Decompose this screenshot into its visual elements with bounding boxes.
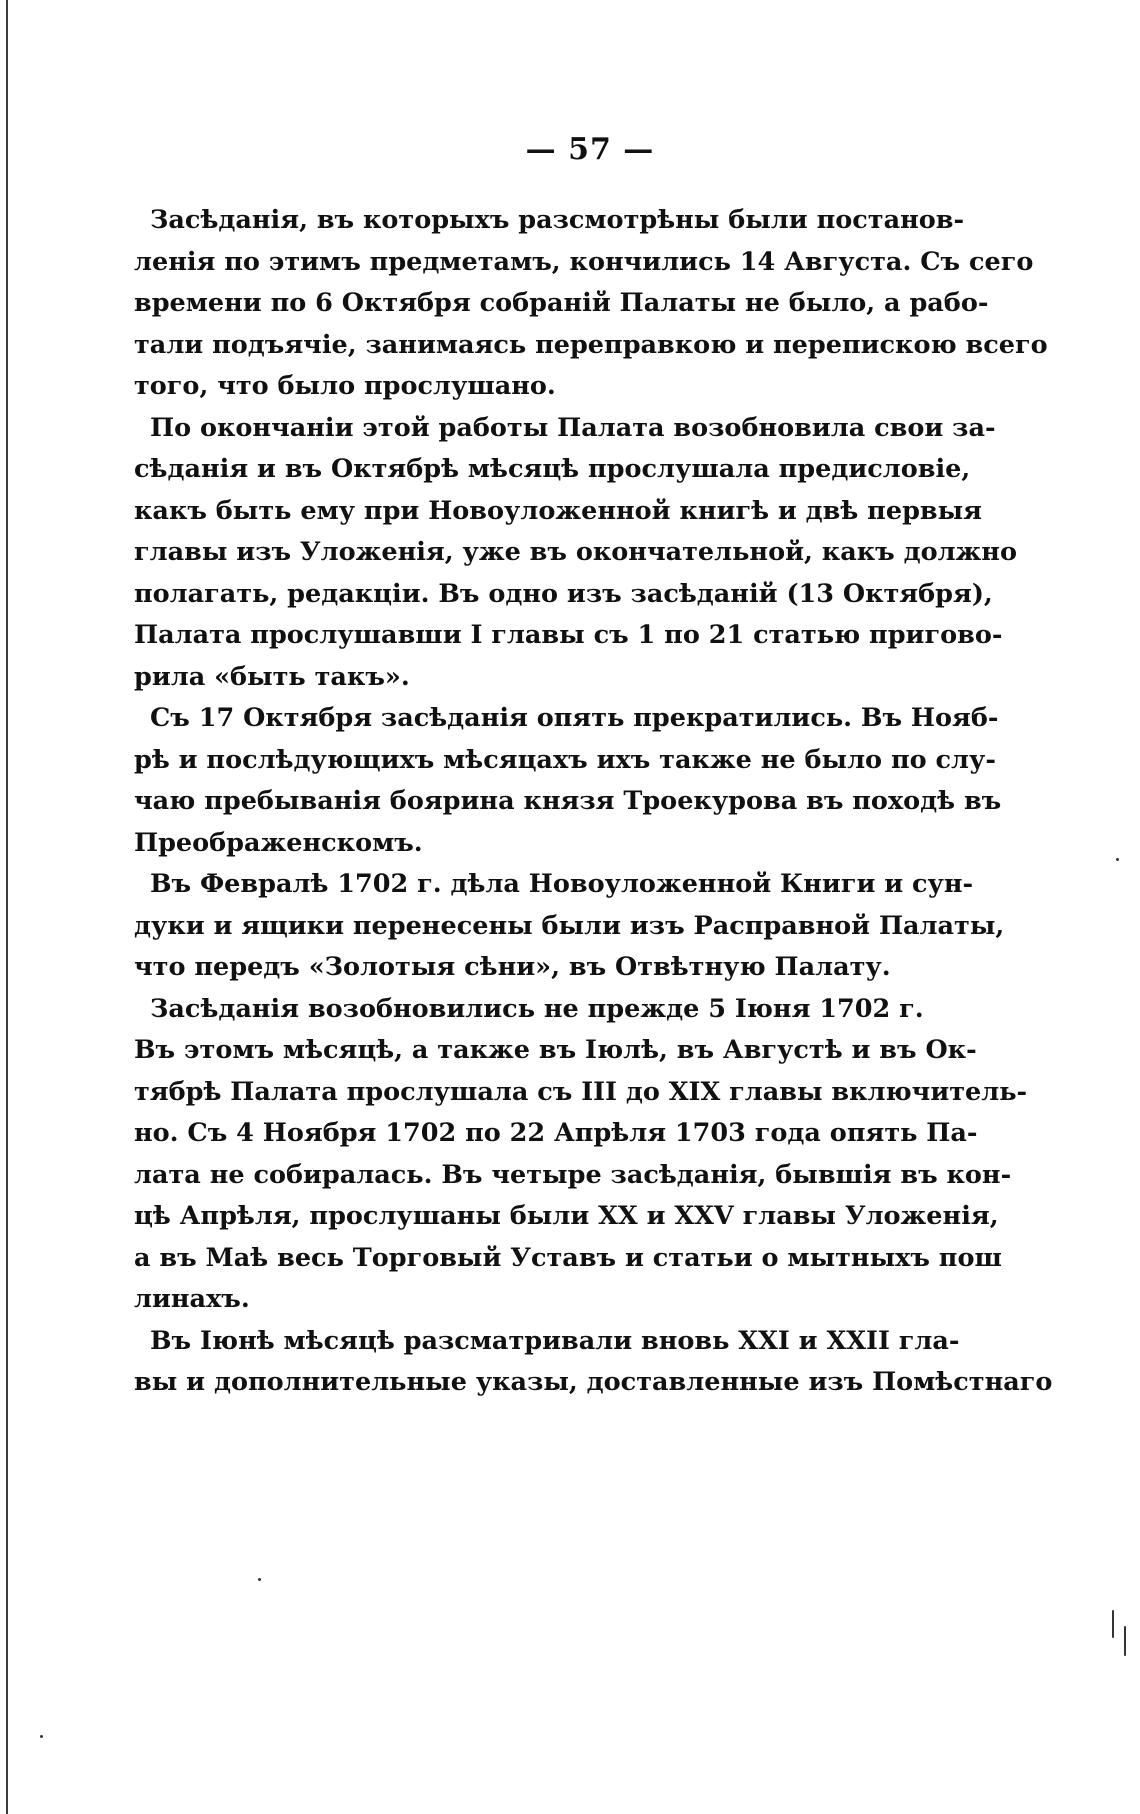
paragraph [134, 864, 1005, 989]
text-line: Въ этомъ мѣсяцѣ, а также въ Іюлѣ, въ Августѣ и въ Ок- [134, 1035, 977, 1065]
text-line: что передъ «Золотыя сѣни», въ Отвѣтную Палату. [134, 952, 891, 982]
text-line: вы и дополнительные указы, доставленные изъ Помѣстнаго [134, 1367, 1053, 1397]
scan-speck [40, 1735, 43, 1738]
text-line: тябрѣ Палата прослушала съ III до XIX главы включитель- [134, 1076, 1028, 1107]
text-line: но. Съ 4 Ноября 1702 по 22 Апрѣля 1703 года опять Па- [134, 1118, 978, 1148]
text-line: лата не собиралась. Въ четыре засѣданія, бывшія въ кон- [134, 1159, 1012, 1190]
paragraph [134, 1321, 1053, 1404]
text-line: какъ быть ему при Новоуложенной книгѣ и двѣ первыя [134, 495, 983, 526]
text-line: рѣ и послѣдующихъ мѣсяцахъ ихъ также не было по слу- [134, 744, 996, 775]
text-line: тали подъячіе, занимаясь переправкою и перепискою всего [134, 329, 1048, 360]
paragraph [134, 200, 1048, 408]
scan-speck [1124, 1626, 1126, 1656]
text-line: Въ Февралѣ 1702 г. дѣла Новоуложенной Книги и сун- [150, 869, 974, 899]
paragraph [134, 408, 1017, 699]
text-line: дуки и ящики перенесены были изъ Расправной Палаты, [134, 910, 1005, 941]
text-line: линахъ. [134, 1284, 250, 1314]
page-edge-line [6, 0, 8, 1814]
text-line: чаю пребыванія боярина князя Троекурова въ походѣ въ [134, 786, 1002, 816]
text-line: того, что было прослушано. [134, 371, 556, 401]
page-number: — 57 — [525, 132, 655, 167]
text-line: Преображенскомъ. [134, 827, 423, 858]
text-line: главы изъ Уложенія, уже въ окончательной, какъ должно [134, 537, 1017, 567]
text-line: цѣ Апрѣля, прослушаны были XX и XXV главы Уложенія, [134, 1201, 999, 1231]
scan-speck [1116, 858, 1119, 861]
text-line: сѣданія и въ Октябрѣ мѣсяцѣ прослушала предисловіе, [134, 454, 971, 484]
body-text [134, 200, 1053, 1404]
paragraph [134, 698, 1002, 864]
text-line: Засѣданія, въ которыхъ разсмотрѣны были постанов- [150, 205, 965, 235]
text-line: а въ Маѣ весь Торговый Уставъ и статьи о мытныхъ пош [134, 1242, 1002, 1273]
text-line: Засѣданія возобновились не прежде 5 Іюня 1702 г. [150, 993, 924, 1024]
text-line: Съ 17 Октября засѣданія опять прекратились. Въ Нояб- [150, 703, 999, 733]
scan-speck [1112, 1610, 1114, 1638]
text-line: полагать, редакціи. Въ одно изъ засѣданій (13 Октября), [134, 578, 993, 609]
text-line: По окончаніи этой работы Палата возобновила свои за- [150, 412, 996, 443]
paragraph [134, 989, 1028, 1321]
scan-speck [258, 1578, 261, 1581]
text-line: ленія по этимъ предметамъ, кончились 14 Августа. Съ сего [134, 246, 1034, 277]
text-line: рила «быть такъ». [134, 661, 410, 692]
text-line: Въ Іюнѣ мѣсяцѣ разсматривали вновь XXI и XXII гла- [150, 1325, 960, 1356]
text-line: Палата прослушавши I главы съ 1 по 21 статью пригово- [134, 620, 1003, 650]
text-line: времени по 6 Октября собраній Палаты не было, а рабо- [134, 288, 989, 318]
